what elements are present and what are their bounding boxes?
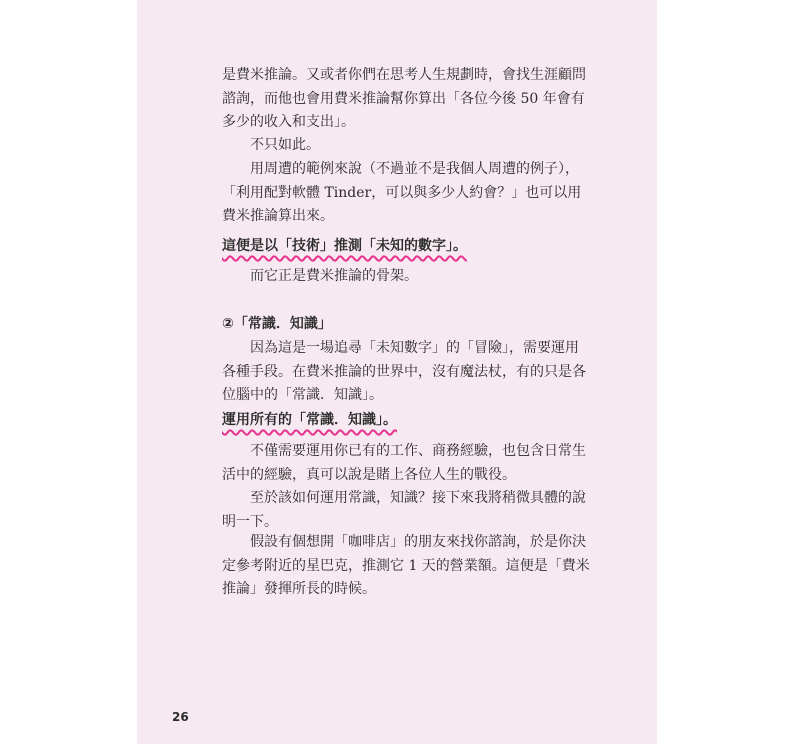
paragraph-3: 用周遭的範例來說（不過並不是我個人周遭的例子），「利用配對軟體 Tinder，可以與多少人約會？」也可以用費米推論算出來。 <box>222 161 582 224</box>
paragraph-1: 是費米推論。又或者你們在思考人生規劃時，會找生涯顧問諮詢，而他也會用費米推論幫你算出「各位今後 50 年會有多少的收入和支出」。 <box>222 67 586 130</box>
highlight-statement-1 <box>222 235 592 259</box>
paragraph-8: 假設有個想開「咖啡店」的朋友來找你諮詢，於是你決定參考附近的星巴克，推測它 1 天的營業額。這便是「費米推論」發揮所長的時候。 <box>222 534 590 597</box>
paragraph-5: 因為這是一場追尋「未知數字」的「冒險」，需要運用各種手段。在費米推論的世界中，沒有魔法杖，有的只是各位腦中的「常識．知識」。 <box>222 340 586 403</box>
highlight-statement-2-text: 運用所有的「常識．知識」。 <box>222 412 397 428</box>
highlight-statement-2 <box>222 409 592 433</box>
paragraph-2: 不只如此。 <box>250 137 320 153</box>
page-number: 26 <box>172 710 189 724</box>
paragraph-7: 至於該如何運用常識，知識？接下來我將稍微具體的說明一下。 <box>222 490 586 530</box>
paragraph-6: 不僅需要運用你已有的工作、商務經驗，也包含日常生活中的經驗，真可以說是賭上各位人生的戰役。 <box>222 443 586 483</box>
highlight-statement-1-text: 這便是以「技術」推測「未知的數字」。 <box>222 238 467 254</box>
section-heading: ②「常識．知識」 <box>222 316 332 332</box>
paragraph-4: 而它正是費米推論的骨架。 <box>250 268 418 284</box>
